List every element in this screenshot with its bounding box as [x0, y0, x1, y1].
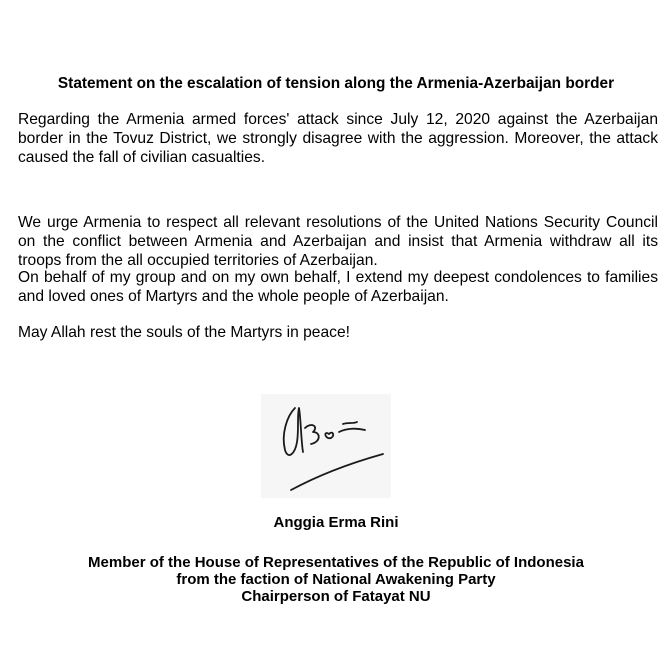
- signer-title-line: from the faction of National Awakening Party: [176, 571, 496, 588]
- paragraph-un-resolutions: We urge Armenia to respect all relevant resolutions of the United Nations Security Council on the conflict between Armenia and Azerbaijan and insist that Armenia withdraw all its troops from the all occupied territories of Azerbaijan.: [18, 214, 658, 269]
- paragraph-attack-statement: Regarding the Armenia armed forces' attack since July 12, 2020 against the Azerbaijan border in the Tovuz District, we strongly disagree with the aggression. Moreover, the attack caused the fall of civilian casualties.: [18, 111, 658, 166]
- signature-image: [261, 394, 391, 498]
- signer-name: Anggia Erma Rini: [273, 514, 399, 531]
- signer-title-line: Chairperson of Fatayat NU: [241, 588, 431, 605]
- paragraph-condolences: On behalf of my group and on my own behalf, I extend my deepest condolences to families and loved ones of Martyrs and the whole people of Azerbaijan.: [18, 269, 658, 305]
- signer-title-line: Member of the House of Representatives of the Republic of Indonesia: [88, 554, 584, 571]
- handwritten-signature: [261, 394, 391, 498]
- document-title: Statement on the escalation of tension along the Armenia-Azerbaijan border: [57, 75, 615, 92]
- paragraph-prayer: May Allah rest the souls of the Martyrs in peace!: [18, 324, 350, 341]
